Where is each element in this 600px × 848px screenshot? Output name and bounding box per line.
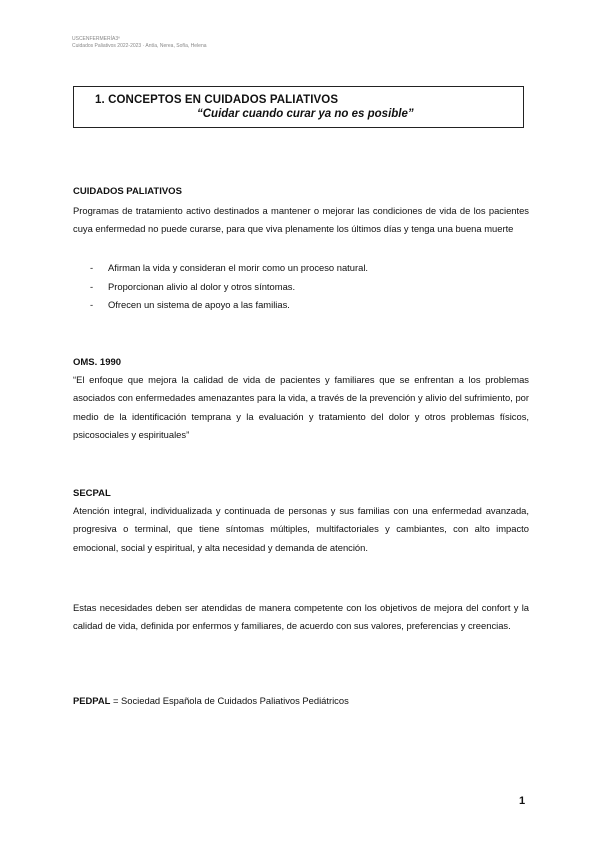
secpal-needs-paragraph: Estas necesidades deben ser atendidas de manera competente con los objetivos de mejora del confort y la calidad de vida, definida por enfermos y familiares, de acuerdo con sus valores, preferencias y creencias. bbox=[73, 602, 529, 632]
cuidados-paliativos-definition: Programas de tratamiento activo destinados a mantener o mejorar las condiciones de vida de los pacientes cuya enfermedad no puede curarse, para que viva plenamente los últimos días y tenga una buena muerte bbox=[73, 205, 529, 235]
pedpal-term: PEDPAL bbox=[73, 695, 111, 706]
section-heading-oms: OMS. 1990 bbox=[73, 357, 122, 368]
cuidados-bullet-list bbox=[90, 259, 368, 315]
oms-definition: “El enfoque que mejora la calidad de vida de pacientes y familiares que se enfrentan a los problemas asociados con enfermedades amenazantes para la vida, a través de la prevención y alivio del sufrimiento, por medio de la identificación temprana y la evaluación y tratamiento del dolor y otros problemas físicos, psicosociales y espirituales” bbox=[73, 374, 529, 440]
section-heading-cuidados-paliativos: CUIDADOS PALIATIVOS bbox=[73, 186, 182, 197]
header-course: USCENFERMERÍA3º bbox=[72, 36, 120, 42]
page-number: 1 bbox=[519, 795, 526, 807]
page-header bbox=[72, 36, 207, 50]
chapter-title-box bbox=[73, 86, 524, 128]
header-subject-authors: Cuidados Paliativos 2022-2023 · Antía, Nerea, Sofía, Helena bbox=[72, 43, 207, 49]
chapter-title: 1. CONCEPTOS EN CUIDADOS PALIATIVOS bbox=[95, 94, 339, 106]
list-item: - Afirman la vida y consideran el morir como un proceso natural. bbox=[90, 262, 369, 273]
chapter-quote: “Cuidar cuando curar ya no es posible” bbox=[197, 108, 414, 120]
secpal-definition: Atención integral, individualizada y continuada de personas y sus familias con una enfermedad avanzada, progresiva o terminal, que tiene síntomas múltiples, multifactoriales y cambiantes, con alto impacto emocional, social y espiritual, y alta necesidad y demanda de atención. bbox=[73, 505, 529, 553]
pedpal-definition bbox=[73, 695, 349, 706]
list-item: - Proporcionan alivio al dolor y otros síntomas. bbox=[90, 280, 296, 292]
list-item: - Ofrecen un sistema de apoyo a las familias. bbox=[90, 299, 290, 310]
section-heading-secpal: SECPAL bbox=[73, 488, 111, 499]
pedpal-meaning: = Sociedad Española de Cuidados Paliativos Pediátricos bbox=[110, 695, 349, 706]
